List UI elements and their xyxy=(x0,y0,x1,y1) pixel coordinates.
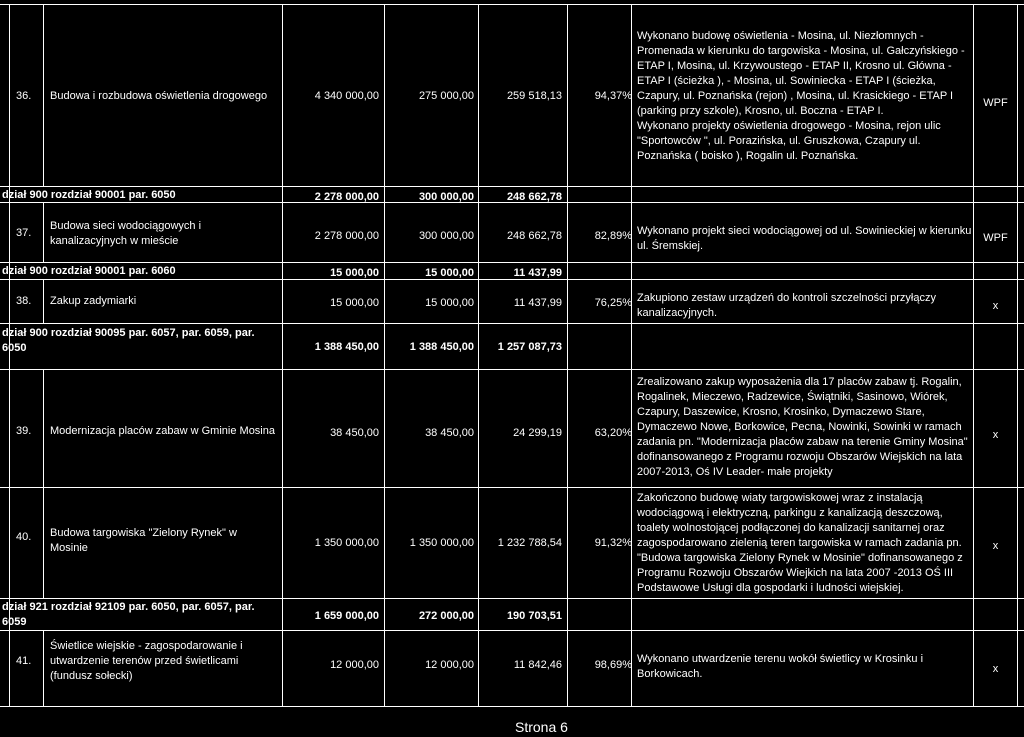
section-label-line: dział 921 rozdział 92109 par. 6050, par. 6057, par. xyxy=(2,601,255,613)
task-description xyxy=(637,652,923,682)
task-name-line: Świetlice wiejskie - zagospodarowanie i xyxy=(50,640,243,652)
task-name-line: Mosinie xyxy=(50,542,88,554)
task-description xyxy=(637,29,965,164)
task-name-line: (fundusz sołecki) xyxy=(50,670,133,682)
description-line: Wykonano projekty oświetlenia drogowego - Mosina, rejon ulic xyxy=(637,120,941,132)
amended-amount: 15 000,00 xyxy=(425,297,474,309)
row-number: 40. xyxy=(16,531,32,543)
description-line: Czapury, ul. Poznańska (rejon) , Mosina, ul. Krasickiego - ETAP I xyxy=(637,90,954,102)
funding-source: x xyxy=(992,429,999,441)
executed-amount: 248 662,78 xyxy=(506,230,562,242)
description-line: ETAP I (ścieżka ), - Mosina, ul. Sowiniecka - ETAP I (ścieżka, xyxy=(637,75,936,87)
section-executed: 190 703,51 xyxy=(506,610,562,622)
amended-amount: 275 000,00 xyxy=(418,90,474,102)
row-divider xyxy=(0,262,1024,263)
funding-source: x xyxy=(992,540,999,552)
row-divider xyxy=(0,323,1024,324)
description-line: zagospodarowano zielenią teren targowiska w ramach zadania pn. xyxy=(637,537,962,549)
description-line: zadania pn. "Modernizacja placów zabaw na terenie Gminy Mosina" xyxy=(637,436,968,448)
task-name: Modernizacja placów zabaw w Gminie Mosina xyxy=(50,425,275,437)
row-divider xyxy=(0,186,1024,187)
column-divider xyxy=(1017,4,1018,706)
execution-percent: 98,69% xyxy=(594,659,632,671)
column-divider xyxy=(43,369,44,487)
executed-amount: 24 299,19 xyxy=(513,427,562,439)
row-divider xyxy=(0,487,1024,488)
row-number: 38. xyxy=(16,295,32,307)
planned-amount: 12 000,00 xyxy=(330,659,379,671)
executed-amount: 259 518,13 xyxy=(506,90,562,102)
planned-amount: 2 278 000,00 xyxy=(314,230,379,242)
row-number: 36. xyxy=(16,90,32,102)
column-divider xyxy=(43,630,44,706)
row-number: 39. xyxy=(16,425,32,437)
column-divider xyxy=(478,4,479,706)
description-line: Czapury, Daszewice, Krosno, Krosinko, Dymaczewo Stare, xyxy=(637,406,925,418)
description-line: kanalizacyjnych. xyxy=(637,307,718,319)
row-divider xyxy=(0,706,1024,707)
description-line: Promenada w kierunku do targowiska - Mosina, ul. Gałczyńskiego - xyxy=(637,45,965,57)
description-line: Zakończono budowę wiaty targowiskowej wraz z instalacją xyxy=(637,492,923,504)
description-line: Poznańska ( boisko ), Rogalin ul. Poznańska. xyxy=(637,150,859,162)
execution-percent: 91,32% xyxy=(594,537,632,549)
execution-percent: 82,89% xyxy=(594,230,632,242)
description-line: wodociągową i elektryczną, parkingu z kanalizacją deszczową, xyxy=(637,507,943,519)
row-divider xyxy=(0,598,1024,599)
row-divider xyxy=(0,369,1024,370)
section-label: dział 900 rozdział 90001 par. 6060 xyxy=(2,265,176,277)
execution-percent: 76,25% xyxy=(594,297,632,309)
description-line: ul. Śremskiej. xyxy=(637,240,704,252)
task-description xyxy=(637,375,968,480)
task-name xyxy=(50,526,237,556)
description-line: Wykonano projekt sieci wodociągowej od ul. Sowinieckiej w kierunku xyxy=(637,225,972,237)
section-amended: 300 000,00 xyxy=(418,191,474,203)
task-name: Budowa i rozbudowa oświetlenia drogowego xyxy=(50,90,268,102)
section-amended: 1 388 450,00 xyxy=(409,341,474,353)
description-line: (parking przy szkole), Krosno, ul. Boczna - ETAP I. xyxy=(637,105,884,117)
description-line: dofinansowanego z Programu rozwoju Obszarów Wiejskich na lata xyxy=(637,451,963,463)
description-line: Podstawowe Usługi dla gospodarki i ludności wiejskiej. xyxy=(637,582,904,594)
amended-amount: 1 350 000,00 xyxy=(409,537,474,549)
row-divider xyxy=(0,630,1024,631)
section-executed: 1 257 087,73 xyxy=(497,341,562,353)
task-name-line: Budowa targowiska "Zielony Rynek" w xyxy=(50,527,237,539)
planned-amount: 38 450,00 xyxy=(330,427,379,439)
column-divider xyxy=(384,4,385,706)
task-name-line: kanalizacyjnych w mieście xyxy=(50,235,179,247)
description-line: ETAP I, Mosina, ul. Krzywoustego - ETAP II, Krosno ul. Główna - xyxy=(637,60,952,72)
section-planned: 2 278 000,00 xyxy=(314,191,379,203)
executed-amount: 11 842,46 xyxy=(513,659,562,671)
description-line: Wykonano budowę oświetlenia - Mosina, ul. Niezłomnych - xyxy=(637,30,924,42)
task-name: Zakup zadymiarki xyxy=(50,295,137,307)
description-line: Programu Rozwoju Obszarów Wiejkich na lata 2007 -2013 OŚ III xyxy=(637,567,954,579)
planned-amount: 4 340 000,00 xyxy=(314,90,379,102)
section-amended: 15 000,00 xyxy=(425,267,474,279)
description-line: 2007-2013, Oś IV Leader- małe projekty xyxy=(637,466,833,478)
funding-source: x xyxy=(992,663,999,675)
funding-source: x xyxy=(992,300,999,312)
execution-percent: 94,37% xyxy=(594,90,632,102)
task-description xyxy=(637,224,971,254)
description-line: Dymaczewo Nowe, Borkowice, Pecna, Nowinki, Sowinki w ramach xyxy=(637,421,962,433)
section-label: dział 900 rozdział 90001 par. 6050 xyxy=(2,189,176,201)
row-number: 37. xyxy=(16,227,32,239)
column-divider xyxy=(282,4,283,706)
task-name xyxy=(50,639,243,684)
task-description xyxy=(637,291,936,321)
section-executed: 248 662,78 xyxy=(506,191,562,203)
section-planned: 1 659 000,00 xyxy=(314,610,379,622)
row-divider xyxy=(0,4,1024,5)
description-line: Rogalinek, Mieczewo, Radzewice, Świątniki, Sasinowo, Wiórek, xyxy=(637,391,948,403)
task-name-line: Budowa sieci wodociągowych i xyxy=(50,220,202,232)
section-planned: 1 388 450,00 xyxy=(314,341,379,353)
column-divider xyxy=(567,4,568,706)
planned-amount: 15 000,00 xyxy=(330,297,379,309)
amended-amount: 300 000,00 xyxy=(418,230,474,242)
description-line: Borkowicach. xyxy=(637,668,703,680)
description-line: Zrealizowano zakup wyposażenia dla 17 placów zabaw tj. Rogalin, xyxy=(637,376,962,388)
executed-amount: 1 232 788,54 xyxy=(497,537,562,549)
column-divider xyxy=(43,279,44,323)
section-label-line: 6050 xyxy=(2,342,27,354)
task-name-line: utwardzenie terenów przed świetlicami xyxy=(50,655,239,667)
funding-source: WPF xyxy=(983,97,1008,109)
description-line: toalety wolnostojącej podłączonej do kanalizacji sanitarnej oraz xyxy=(637,522,945,534)
description-line: "Sportowców ", ul. Porazińska, ul. Gruszkowa, Czapury ul. xyxy=(637,135,921,147)
description-line: "Budowa targowiska Zielony Rynek w Mosinie" dofinansowanego z xyxy=(637,552,963,564)
section-label-line: 6059 xyxy=(2,616,27,628)
row-number: 41. xyxy=(16,655,32,667)
planned-amount: 1 350 000,00 xyxy=(314,537,379,549)
amended-amount: 38 450,00 xyxy=(425,427,474,439)
execution-percent: 63,20% xyxy=(594,427,632,439)
funding-source: WPF xyxy=(983,232,1008,244)
section-executed: 11 437,99 xyxy=(513,267,562,279)
page-number: Strona 6 xyxy=(515,719,568,735)
section-label-line: dział 900 rozdział 90095 par. 6057, par. 6059, par. xyxy=(2,327,255,339)
column-divider xyxy=(43,4,44,186)
description-line: Zakupiono zestaw urządzeń do kontroli szczelności przyłączy xyxy=(637,292,936,304)
section-amended: 272 000,00 xyxy=(418,610,474,622)
section-label xyxy=(2,326,255,356)
section-planned: 15 000,00 xyxy=(330,267,379,279)
section-label xyxy=(2,600,255,630)
description-line: Wykonano utwardzenie terenu wokół świetlicy w Krosinku i xyxy=(637,653,924,665)
column-divider xyxy=(43,202,44,262)
task-name xyxy=(50,219,201,249)
executed-amount: 11 437,99 xyxy=(513,297,562,309)
column-divider xyxy=(631,4,632,706)
amended-amount: 12 000,00 xyxy=(425,659,474,671)
task-description xyxy=(637,491,963,596)
column-divider xyxy=(43,487,44,598)
